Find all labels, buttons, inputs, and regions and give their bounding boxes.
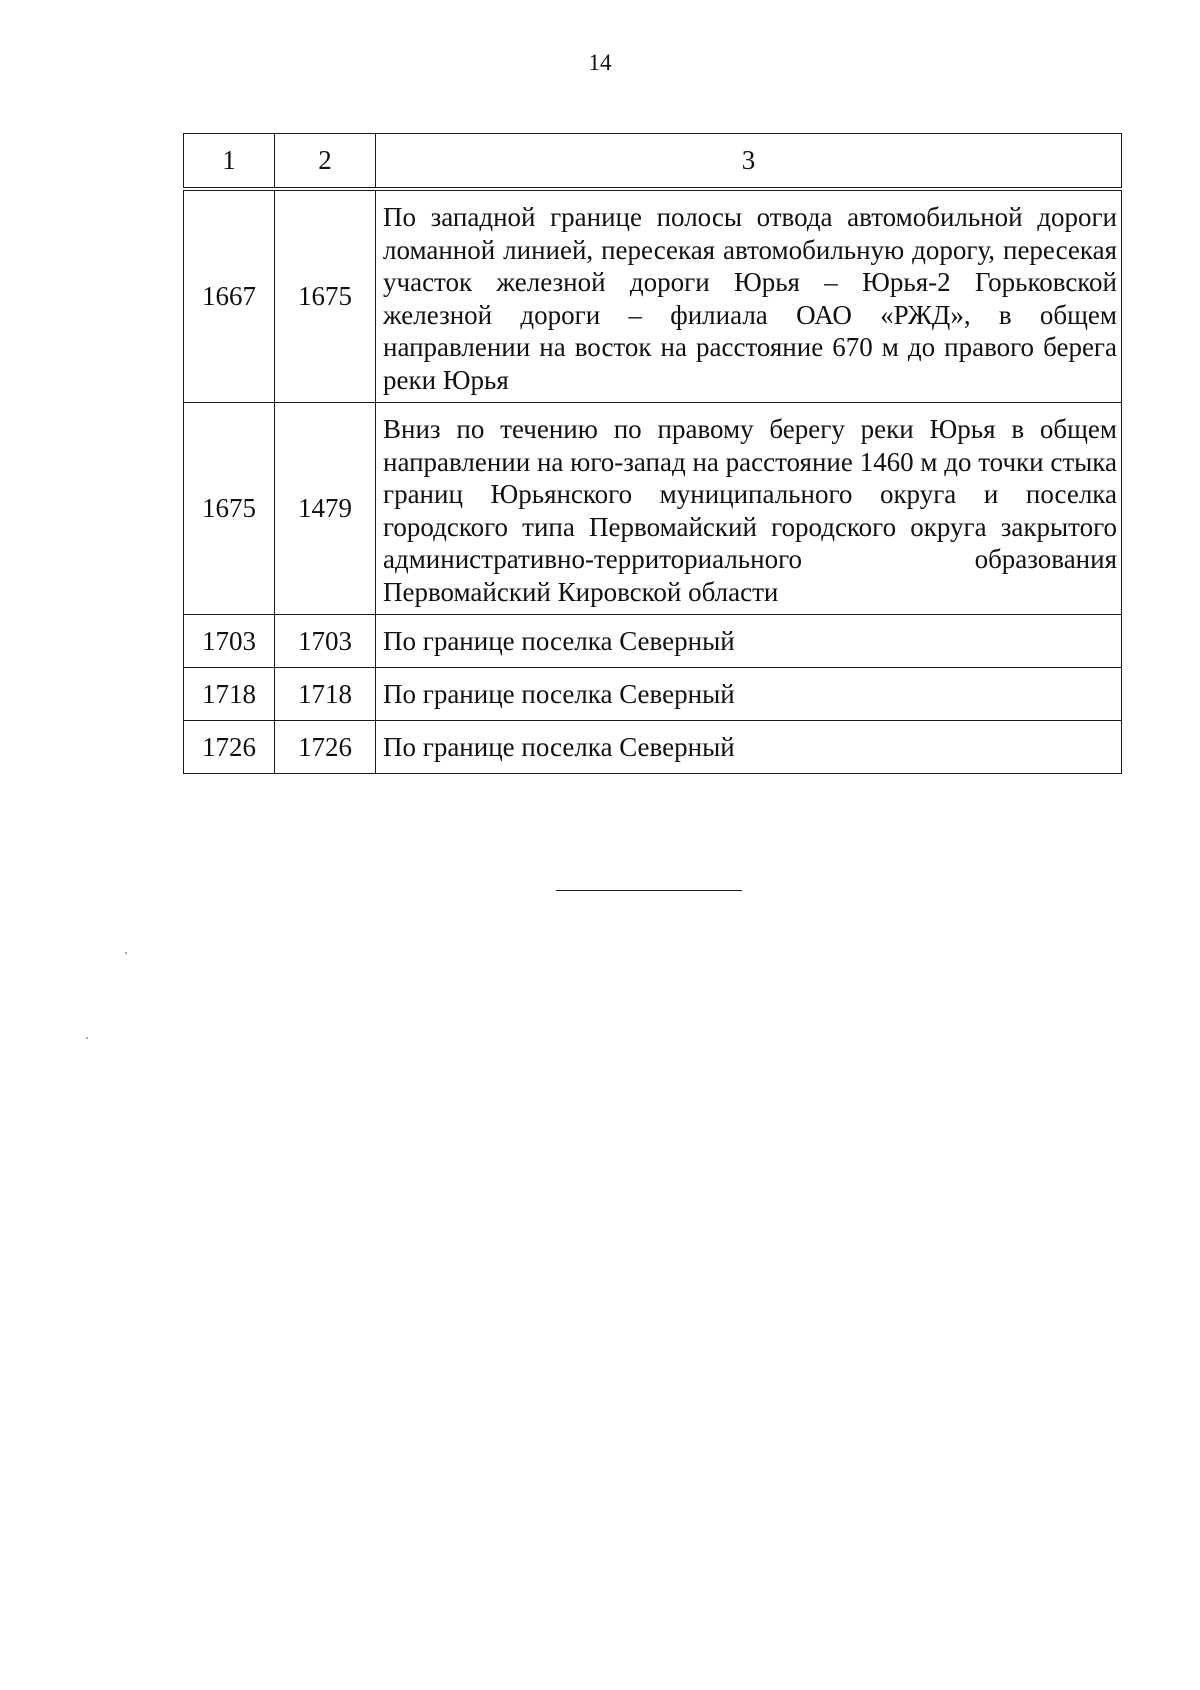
table-row [184,189,1122,403]
point-from: 1726 [184,721,275,774]
table-header-row [184,134,1122,190]
point-to: 1675 [275,189,376,403]
column-header-1: 1 [184,134,275,190]
point-from: 1667 [184,189,275,403]
boundary-description: По границе поселка Северный [376,615,1122,668]
boundary-description: По западной границе полосы отвода автомобильной дороги ломанной линией, пересекая автомобильную дорогу, пересекая участок железной дороги Юрья – Юрья-2 Горьковской железной дороги – филиала ОАО «РЖД», в общем направлении на восток на расстояние 670 м до правого берега реки Юрья [376,189,1122,403]
column-header-2: 2 [275,134,376,190]
end-of-document-rule [556,890,742,891]
page-number: 14 [588,50,612,75]
point-from: 1675 [184,403,275,615]
table-row [184,668,1122,721]
scan-speck [86,1037,88,1039]
table-row [184,403,1122,615]
boundary-description: Вниз по течению по правому берегу реки Юрья в общем направлении на юго-запад на расстояние 1460 м до точки стыка границ Юрьянского муниципального округа и поселка городского типа Первомайский городского округа закрытого административно-территориального образования Первомайский Кировской области [376,403,1122,615]
point-from: 1718 [184,668,275,721]
point-to: 1703 [275,615,376,668]
boundary-table [183,133,1122,774]
column-header-3: 3 [376,134,1122,190]
table-row [184,615,1122,668]
point-to: 1726 [275,721,376,774]
point-to: 1479 [275,403,376,615]
boundary-description: По границе поселка Северный [376,668,1122,721]
point-from: 1703 [184,615,275,668]
boundary-description: По границе поселка Северный [376,721,1122,774]
point-to: 1718 [275,668,376,721]
scan-speck [125,952,127,954]
table-row [184,721,1122,774]
